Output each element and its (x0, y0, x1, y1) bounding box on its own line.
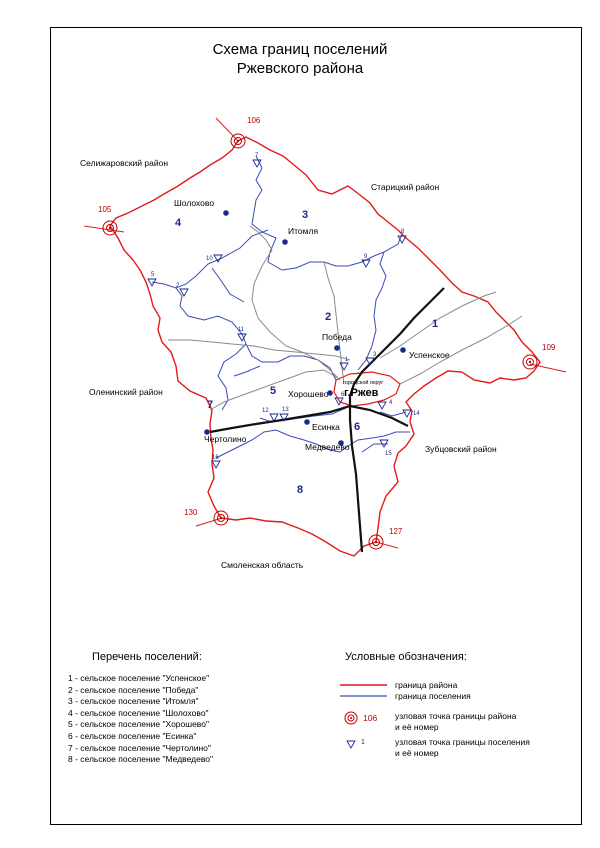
list-item: 6 - сельское поселение "Есинка" (68, 730, 197, 741)
legend-title: Условные обозначения: (345, 651, 467, 663)
svg-text:127: 127 (389, 527, 403, 536)
svg-text:2: 2 (176, 283, 180, 289)
svg-text:106: 106 (247, 116, 261, 125)
legend-point-icon (347, 741, 355, 748)
svg-text:1: 1 (345, 357, 349, 363)
dot-esinka (304, 419, 310, 425)
border-point-4 (378, 402, 386, 409)
svg-text:3: 3 (373, 352, 377, 358)
list-item: 8 - сельское поселение "Медведево" (68, 754, 213, 765)
district-node-106 (231, 116, 261, 148)
map-title-line2: Ржевского района (236, 60, 364, 77)
label-esinka: Есинка (312, 422, 340, 432)
dot-sholokhovo (223, 210, 229, 216)
svg-text:4: 4 (389, 400, 393, 406)
list-item: 4 - сельское поселение "Шолохово" (68, 707, 209, 718)
label-smolensk: Смоленская область (221, 560, 304, 570)
svg-text:9: 9 (364, 254, 368, 260)
list-item: 3 - сельское поселение "Итомля" (68, 696, 199, 707)
label-itomlya: Итомля (288, 226, 319, 236)
label-olenino: Оленинский район (89, 387, 163, 397)
svg-text:7: 7 (255, 153, 259, 159)
district-node-127 (369, 527, 403, 549)
neighbor-labels (80, 158, 497, 570)
label-khoroshevo: Хорошево (288, 389, 329, 399)
legend-settlement-border: граница поселения (395, 691, 471, 701)
svg-text:12: 12 (262, 408, 269, 414)
list-item: 5 - сельское поселение "Хорошево" (68, 719, 209, 730)
legend-district-border: граница района (395, 680, 458, 690)
svg-text:5: 5 (151, 272, 155, 278)
settlement-list (68, 673, 213, 766)
list-item: 7 - сельское поселение "Чертолино" (68, 742, 211, 753)
label-chertolino: Чертолино (204, 434, 247, 444)
settlement-list-title: Перечень поселений: (92, 651, 202, 663)
label-selizharovo: Селижаровский район (80, 158, 169, 168)
svg-text:15: 15 (385, 451, 392, 457)
label-medvedevo: Медведево (305, 442, 350, 452)
svg-text:2: 2 (325, 311, 332, 323)
label-staritsa: Старицкий район (371, 182, 440, 192)
svg-text:3: 3 (302, 209, 309, 221)
svg-text:11: 11 (238, 327, 245, 333)
label-uspenskoe: Успенское (409, 350, 450, 360)
label-sholokhovo: Шолохово (174, 198, 215, 208)
district-node-109 (523, 343, 556, 369)
svg-text:109: 109 (542, 343, 556, 352)
svg-text:8: 8 (401, 229, 405, 235)
list-item: 1 - сельское поселение "Успенское" (68, 673, 210, 683)
border-point-6 (335, 398, 343, 405)
svg-text:130: 130 (184, 508, 198, 517)
map-title-line1: Схема границ поселений (212, 41, 388, 58)
dot-uspenskoe (400, 347, 406, 353)
label-city-okrug: городской округ (343, 380, 384, 386)
border-point-16 (212, 461, 220, 468)
list-item: 2 - сельское поселение "Победа" (68, 684, 199, 695)
dot-itomlya (282, 239, 288, 245)
dot-pobeda (334, 345, 340, 351)
svg-text:8: 8 (297, 484, 304, 496)
legend-point-number: 1 (361, 739, 365, 746)
svg-text:105: 105 (98, 205, 112, 214)
railways (210, 288, 444, 552)
label-city: г.Ржев (344, 387, 379, 399)
legend-node-number: 106 (363, 713, 378, 723)
border-point-14 (403, 410, 411, 417)
svg-text:10: 10 (206, 256, 213, 262)
label-pobeda: Победа (322, 332, 352, 342)
svg-text:16: 16 (212, 455, 219, 461)
svg-text:14: 14 (413, 411, 420, 417)
svg-text:1: 1 (432, 318, 439, 330)
legend-point-text-1: узловая точка границы поселения (395, 737, 530, 747)
svg-text:7: 7 (207, 399, 214, 411)
label-zubtsov: Зубцовский район (425, 444, 497, 454)
svg-text:13: 13 (282, 407, 289, 413)
svg-text:4: 4 (175, 217, 182, 229)
legend-node-text-2: и её номер (395, 722, 439, 732)
legend-node-icon (345, 712, 357, 724)
svg-text:6: 6 (341, 392, 345, 398)
svg-text:5: 5 (270, 385, 277, 397)
svg-text:6: 6 (354, 421, 361, 433)
legend-point-text-2: и её номер (395, 748, 439, 758)
legend-node-text-1: узловая точка границы района (395, 711, 517, 721)
